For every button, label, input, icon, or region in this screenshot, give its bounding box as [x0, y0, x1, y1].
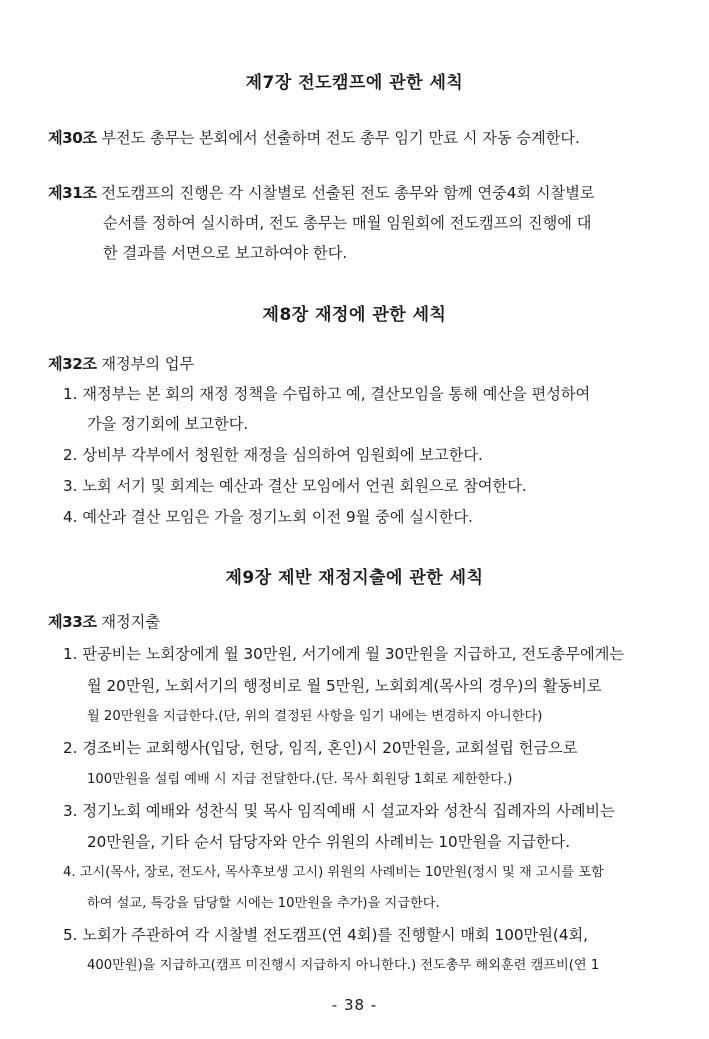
- article-33-item-1-cont-1: 월 20만원, 노회서기의 행정비로 월 5만원, 노회회계(목사의 경우)의 활동비로: [87, 677, 602, 695]
- article-30: [48, 128, 580, 148]
- article-31-line-2: 순서를 정하여 실시하며, 전도 총무는 매월 임원회에 전도캠프의 진행에 대: [103, 214, 592, 232]
- article-33: [48, 612, 160, 632]
- article-30-text: 부전도 총무는 본회에서 선출하며 전도 총무 임기 만료 시 자동 승계한다.: [101, 129, 580, 147]
- article-33-item-4-cont: 하여 설교, 특강을 담당할 시에는 10만원을 추가)을 지급한다.: [87, 896, 440, 911]
- chapter-8-title: 제8장 재정에 관한 세칙: [262, 305, 447, 325]
- article-33-item-2: 2. 경조비는 교회행사(입당, 헌당, 임직, 혼인)시 20만원을, 교회설립 헌금으로: [63, 739, 578, 757]
- article-33-item-3: 3. 정기노회 예배와 성찬식 및 목사 임직예배 시 설교자와 성찬식 집례자의 사례비는: [63, 802, 615, 820]
- article-32: [48, 354, 194, 374]
- article-33-item-5-cont: 400만원)을 지급하고(캠프 미진행시 지급하지 아니한다.) 전도총무 해외훈련 캠프비(연 1: [87, 958, 600, 973]
- article-32-label: 제32조: [48, 355, 97, 373]
- chapter-9-title: 제9장 제반 재정지출에 관한 세칙: [225, 568, 484, 588]
- article-33-item-3-cont: 20만원을, 기타 순서 담당자와 안수 위원의 사례비는 10만원을 지급한다.: [87, 833, 571, 851]
- article-33-item-4: 4. 고시(목사, 장로, 전도사, 목사후보생 고시) 위원의 사례비는 10만원(정시 및 재 고시를 포함: [63, 865, 604, 880]
- article-32-item-1-cont: 가을 정기회에 보고한다.: [87, 415, 249, 433]
- article-31: [48, 183, 595, 203]
- article-31-label: 제31조: [48, 184, 97, 202]
- article-33-item-1-cont-2: 월 20만원을 지급한다.(단, 위의 결정된 사항을 임기 내에는 변경하지 아니한다): [87, 709, 543, 724]
- article-33-item-5: 5. 노회가 주관하여 각 시찰별 전도캠프(연 4회)를 진행할시 매회 100만원(4회,: [63, 926, 588, 944]
- chapter-7-title: 제7장 전도캠프에 관한 세칙: [245, 73, 464, 93]
- article-32-item-1: 1. 재정부는 본 회의 재정 정책을 수립하고 예, 결산모임을 통해 예산을 편성하여: [63, 385, 591, 403]
- article-30-label: 제30조: [48, 129, 97, 147]
- article-32-item-3: 3. 노회 서기 및 회계는 예산과 결산 모임에서 언권 회원으로 참여한다.: [63, 477, 527, 495]
- article-31-line-1: 전도캠프의 진행은 각 시찰별로 선출된 전도 총무와 함께 연중4회 시찰별로: [101, 184, 595, 202]
- article-33-heading: 재정지출: [101, 613, 160, 631]
- article-33-item-1: 1. 판공비는 노회장에게 월 30만원, 서기에게 월 30만원을 지급하고, 전도총무에게는: [63, 645, 625, 663]
- article-33-item-2-cont: 100만원을 설립 예배 시 지급 전달한다.(단. 목사 회원당 1회로 제한한다.): [87, 772, 513, 787]
- article-31-line-3: 한 결과를 서면으로 보고하여야 한다.: [103, 244, 348, 262]
- article-33-label: 제33조: [48, 613, 97, 631]
- article-32-item-4: 4. 예산과 결산 모임은 가을 정기노회 이전 9월 중에 실시한다.: [63, 508, 473, 526]
- page-number: - 38 -: [331, 996, 378, 1014]
- article-32-item-2: 2. 상비부 각부에서 청원한 재정을 심의하여 임원회에 보고한다.: [63, 446, 483, 464]
- article-32-heading: 재정부의 업무: [101, 355, 195, 373]
